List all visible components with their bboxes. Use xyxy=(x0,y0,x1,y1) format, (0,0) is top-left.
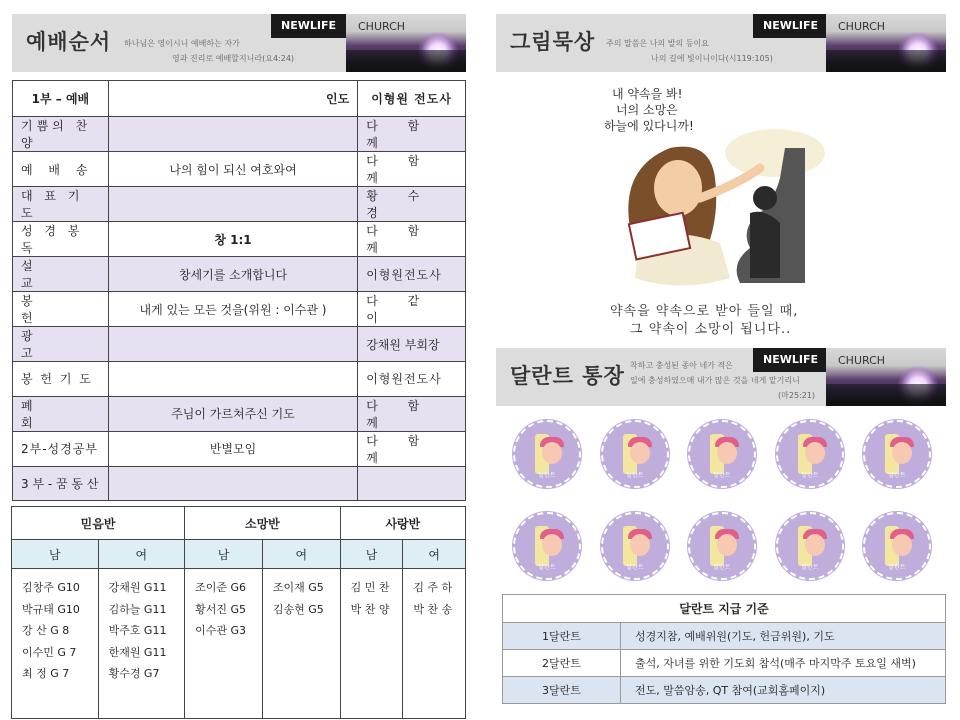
class-table xyxy=(11,506,466,719)
kid-face-icon xyxy=(542,534,562,556)
member-name: 박 찬 양 xyxy=(350,602,390,616)
item-leader: 황 수 경 xyxy=(358,187,466,222)
talent-criteria: 전도, 말씀암송, QT 참여(교회홈페이지) xyxy=(621,677,946,704)
item-content xyxy=(108,187,357,222)
gender-male: 남 xyxy=(12,540,99,569)
talent-stamp[interactable] xyxy=(776,512,844,580)
crowd-silhouette-icon xyxy=(826,384,946,406)
gender-male: 남 xyxy=(185,540,263,569)
meditation-verse-2: 나의 길에 빛이니이다(시119:105) xyxy=(651,54,773,63)
talent-stamp[interactable] xyxy=(863,512,931,580)
item-name: 3 부 - 꿈 동 산 xyxy=(13,466,109,501)
church-banner-image xyxy=(826,14,946,72)
meditation-header xyxy=(496,14,946,72)
kid-face-icon xyxy=(630,442,650,464)
newlife-label: NEWLIFE xyxy=(753,14,828,38)
silhouette-body-icon xyxy=(750,212,780,278)
item-content: 나의 힘이 되신 여호와여 xyxy=(108,152,357,187)
church-label: CHURCH xyxy=(358,20,406,33)
stamp-label: 달란트 xyxy=(888,564,906,571)
stamp-label: 달란트 xyxy=(538,472,556,479)
member-name: 강 산 G 8 xyxy=(22,624,70,637)
member-name: 박주호 G11 xyxy=(108,624,167,637)
member-row xyxy=(12,569,466,719)
item-name: 광 고 xyxy=(13,327,109,362)
table-row xyxy=(13,396,466,431)
worship-verse-1: 하나님은 영이시니 예배하는 자가 xyxy=(124,39,240,48)
kid-face-icon xyxy=(805,534,825,556)
newlife-label: NEWLIFE xyxy=(271,14,346,38)
item-leader: 이형원전도사 xyxy=(358,362,466,397)
kid-face-icon xyxy=(805,442,825,464)
member-name: 김창주 G10 xyxy=(22,581,80,594)
item-content: 내게 있는 모든 것을(위원 : 이수관 ) xyxy=(108,292,357,327)
gender-row xyxy=(12,540,466,569)
member-list xyxy=(262,569,340,719)
table-row xyxy=(503,623,946,650)
stamp-label: 달란트 xyxy=(713,564,731,571)
silhouette-head-icon xyxy=(753,186,777,210)
item-name: 봉 헌 xyxy=(13,292,109,327)
item-name: 기쁨의 찬양 xyxy=(13,117,109,152)
gender-female: 여 xyxy=(262,540,340,569)
talent-verse-2: 일에 충성하였으매 내가 많은 것을 네게 맡기리니 xyxy=(630,376,800,385)
caption-line-2: 그 약속이 소망이 됩니다.. xyxy=(630,322,792,337)
item-content: 주님이 가르쳐주신 기도 xyxy=(108,396,357,431)
kid-face-icon xyxy=(630,534,650,556)
kid-face-icon xyxy=(892,442,912,464)
item-content xyxy=(108,117,357,152)
kid-face-icon xyxy=(717,534,737,556)
talent-stamp[interactable] xyxy=(688,420,756,488)
stamp-label: 달란트 xyxy=(538,564,556,571)
item-name: 예 배 송 xyxy=(13,152,109,187)
member-list xyxy=(98,569,185,719)
member-list xyxy=(340,569,403,719)
table-row xyxy=(13,466,466,501)
crowd-silhouette-icon xyxy=(346,50,466,72)
talent-verse-1: 착하고 충성된 종아 네가 적은 xyxy=(630,361,733,370)
stamp-label: 달란트 xyxy=(888,472,906,479)
item-leader: 이형원전도사 xyxy=(358,257,466,292)
table-row xyxy=(13,117,466,152)
church-banner-image xyxy=(826,348,946,406)
item-leader: 다 함 께 xyxy=(358,152,466,187)
item-name: 성 경 봉 독 xyxy=(13,222,109,257)
talent-level: 1달란트 xyxy=(503,623,621,650)
worship-order-table xyxy=(12,80,466,501)
item-name: 폐 회 xyxy=(13,396,109,431)
item-leader: 다 함 께 xyxy=(358,431,466,466)
table-row xyxy=(13,152,466,187)
member-list xyxy=(12,569,99,719)
leader-name: 이형원 전도사 xyxy=(358,81,466,117)
crowd-silhouette-icon xyxy=(826,50,946,72)
table-row xyxy=(13,292,466,327)
meditation-title: 그림묵상 xyxy=(510,30,596,54)
table-row xyxy=(13,362,466,397)
member-list xyxy=(403,569,466,719)
talent-table-title-row xyxy=(503,595,946,623)
kid-face-icon xyxy=(892,534,912,556)
talent-stamp[interactable] xyxy=(601,512,669,580)
item-content: 반별모임 xyxy=(108,431,357,466)
speech-line-3: 하늘에 있다니까! xyxy=(604,119,694,133)
talent-stamp[interactable] xyxy=(601,420,669,488)
member-name: 한재원 G11 xyxy=(108,645,167,659)
talent-level: 3달란트 xyxy=(503,677,621,704)
item-leader: 다 함 께 xyxy=(358,396,466,431)
class-hope: 소망반 xyxy=(185,507,341,540)
talent-title: 달란트 통장 xyxy=(510,364,625,388)
light-cloud-icon xyxy=(725,129,825,177)
meditation-cartoon xyxy=(590,78,860,340)
class-name-row xyxy=(12,507,466,540)
talent-stamp[interactable] xyxy=(863,420,931,488)
item-leader: 다 함 께 xyxy=(358,117,466,152)
member-name: 강채원 G11 xyxy=(108,581,167,594)
talent-stamp[interactable] xyxy=(513,512,581,580)
church-banner-image xyxy=(346,14,466,72)
service-label: 1부 – 예배 xyxy=(13,81,109,117)
member-name: 김하늘 G11 xyxy=(108,602,167,616)
newlife-label: NEWLIFE xyxy=(753,348,828,372)
church-label: CHURCH xyxy=(838,354,886,367)
jesus-face-icon xyxy=(654,160,702,216)
member-name: 이수관 G3 xyxy=(195,624,247,637)
table-row xyxy=(13,431,466,466)
church-label: CHURCH xyxy=(838,20,886,33)
item-leader: 다 함 께 xyxy=(358,222,466,257)
stamp-label: 달란트 xyxy=(626,472,644,479)
worship-verse-2: 영과 진리로 예배할지니라(요4:24) xyxy=(172,54,295,63)
worship-title: 예배순서 xyxy=(26,30,112,54)
class-love: 사랑반 xyxy=(340,507,465,540)
talent-table-title: 달란트 지급 기준 xyxy=(503,595,946,623)
talent-stamp[interactable] xyxy=(776,420,844,488)
talent-verse-3: (마25:21) xyxy=(778,391,816,400)
item-content: 창세기를 소개합니다 xyxy=(108,257,357,292)
item-name: 봉 헌 기 도 xyxy=(13,362,109,397)
class-faith: 믿음반 xyxy=(12,507,185,540)
table-row xyxy=(13,327,466,362)
leader-label: 인도 xyxy=(108,81,357,117)
caption-line-1: 약속을 약속으로 받아 들일 때, xyxy=(610,304,799,319)
member-name: 이수민 G 7 xyxy=(22,645,77,659)
gender-female: 여 xyxy=(403,540,466,569)
meditation-verse-1: 주의 말씀은 나의 발의 등이요 xyxy=(606,39,709,48)
item-leader: 강채원 부회장 xyxy=(358,327,466,362)
talent-criteria: 출석, 자녀를 위한 기도회 참석(매주 마지막주 토요일 새벽) xyxy=(621,650,946,677)
item-name: 설 교 xyxy=(13,257,109,292)
worship-header xyxy=(12,14,466,72)
table-row xyxy=(13,222,466,257)
member-name: 조이재 G5 xyxy=(272,581,324,594)
item-leader xyxy=(358,466,466,501)
table-row xyxy=(503,677,946,704)
table-row xyxy=(13,187,466,222)
table-row xyxy=(13,257,466,292)
stamp-label: 달란트 xyxy=(626,564,644,571)
item-content xyxy=(108,466,357,501)
kid-face-icon xyxy=(542,442,562,464)
member-name: 김 주 하 xyxy=(413,581,453,594)
member-name: 황서진 G5 xyxy=(195,602,247,616)
speech-line-1: 내 약속을 봐! xyxy=(612,87,683,101)
member-name: 황수경 G7 xyxy=(108,667,160,680)
item-content: 창 1:1 xyxy=(108,222,357,257)
member-name: 최 정 G 7 xyxy=(22,667,70,680)
talent-stamp[interactable] xyxy=(513,420,581,488)
member-name: 박규태 G10 xyxy=(22,602,80,616)
item-content xyxy=(108,362,357,397)
member-name: 박 찬 송 xyxy=(413,602,453,616)
member-name: 조이준 G6 xyxy=(195,581,247,594)
member-name: 김 민 찬 xyxy=(350,581,390,594)
kid-face-icon xyxy=(717,442,737,464)
item-name: 대 표 기 도 xyxy=(13,187,109,222)
table-row xyxy=(503,650,946,677)
gender-male: 남 xyxy=(340,540,403,569)
cartoon-illustration xyxy=(590,78,860,340)
member-list xyxy=(185,569,263,719)
gender-female: 여 xyxy=(98,540,185,569)
talent-criteria: 성경지참, 예배위원(기도, 헌금위원), 기도 xyxy=(621,623,946,650)
stamp-label: 달란트 xyxy=(801,472,819,479)
speech-line-2: 너의 소망은 xyxy=(616,103,678,117)
stamp-label: 달란트 xyxy=(713,472,731,479)
item-leader: 다 같 이 xyxy=(358,292,466,327)
stamp-label: 달란트 xyxy=(801,564,819,571)
member-name: 김송현 G5 xyxy=(272,602,324,616)
talent-stamp[interactable] xyxy=(688,512,756,580)
talent-header xyxy=(496,348,946,406)
talent-level: 2달란트 xyxy=(503,650,621,677)
item-content xyxy=(108,327,357,362)
item-name: 2부-성경공부 xyxy=(13,431,109,466)
talent-criteria-table xyxy=(502,594,946,704)
worship-header-row xyxy=(13,81,466,117)
